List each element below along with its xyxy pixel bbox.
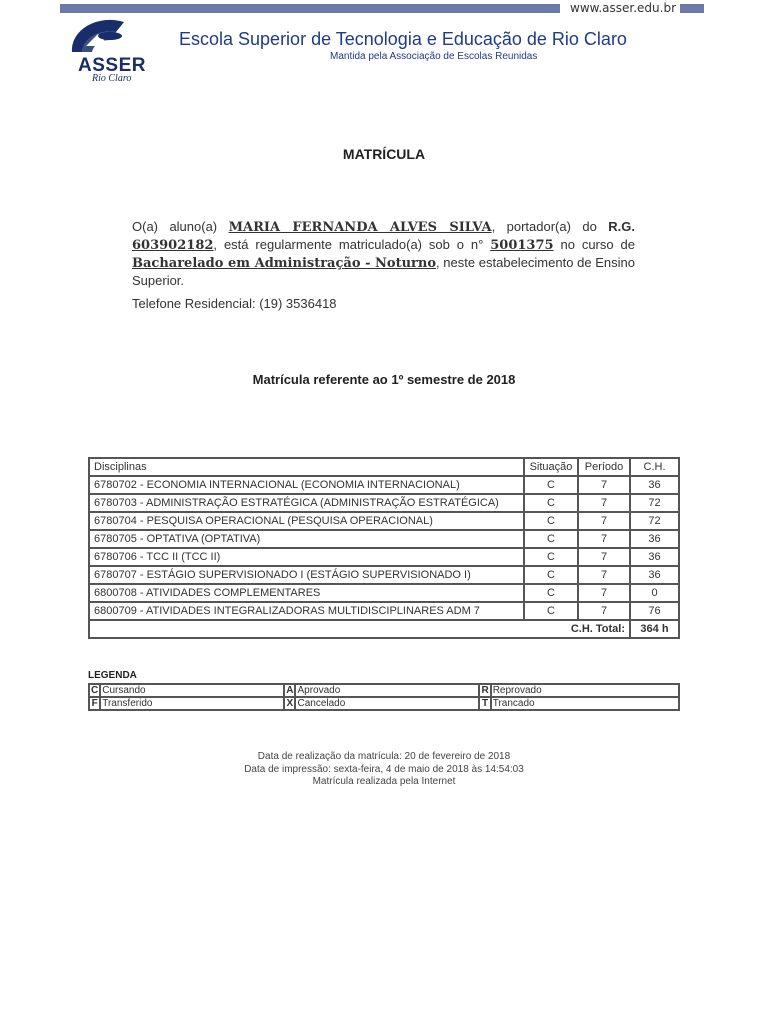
periodo-cell: 7 <box>578 476 630 494</box>
disciplines-table <box>88 457 680 639</box>
legend-table <box>88 683 680 711</box>
situacao-cell: C <box>524 494 578 512</box>
header-bar-end <box>680 4 704 13</box>
logo-subtitle: Rio Claro <box>92 73 132 84</box>
website-url[interactable]: www.asser.edu.br <box>570 1 677 15</box>
discipline-cell: 6800709 - ATIVIDADES INTEGRALIZADORAS MULTIDISCIPLINARES ADM 7 <box>89 602 524 620</box>
header-periodo: Período <box>578 458 630 476</box>
discipline-cell: 6800708 - ATIVIDADES COMPLEMENTARES <box>89 584 524 602</box>
periodo-cell: 7 <box>578 602 630 620</box>
enrollment-date: Data de realização da matrícula: 20 de fevereiro de 2018 <box>257 751 511 762</box>
print-date: Data de impressão: sexta-feira, 4 de maio de 2018 às 14:54:03 <box>244 763 524 775</box>
statement-text: O(a) aluno(a) <box>132 219 229 234</box>
total-row <box>89 620 679 638</box>
ch-cell: 36 <box>630 566 679 584</box>
school-subtitle: Mantida pela Associação de Escolas Reunidas <box>330 51 538 62</box>
header-bar <box>60 4 560 13</box>
situacao-cell: C <box>524 602 578 620</box>
statement-text: , está regularmente matriculado(a) sob o n° <box>213 237 491 252</box>
situacao-cell: C <box>524 584 578 602</box>
legend-label: Transferido <box>100 697 284 710</box>
periodo-cell: 7 <box>578 548 630 566</box>
table-row <box>89 530 679 548</box>
situacao-cell: C <box>524 566 578 584</box>
ch-cell: 76 <box>630 602 679 620</box>
ch-cell: 0 <box>630 584 679 602</box>
periodo-cell: 7 <box>578 494 630 512</box>
school-name: Escola Superior de Tecnologia e Educação de Rio Claro <box>179 29 627 49</box>
legend-code: A <box>286 685 294 696</box>
legend-code: R <box>481 685 489 696</box>
table-row <box>89 512 679 530</box>
rg-label: R.G. <box>608 219 636 234</box>
statement-text: , neste estabelecimento de Ensino Superior. <box>132 255 635 288</box>
periodo-cell: 7 <box>578 566 630 584</box>
header-disciplinas: Disciplinas <box>89 458 524 476</box>
table-row <box>89 476 679 494</box>
footer <box>0 751 768 789</box>
legend-row <box>89 684 679 697</box>
table-row <box>89 494 679 512</box>
discipline-cell: 6780705 - OPTATIVA (OPTATIVA) <box>89 530 524 548</box>
legend-label: Reprovado <box>491 684 679 697</box>
situacao-cell: C <box>524 476 578 494</box>
situacao-cell: C <box>524 548 578 566</box>
table-row <box>89 602 679 620</box>
enrollment-number: 5001375 <box>490 238 554 253</box>
discipline-cell: 6780704 - PESQUISA OPERACIONAL (PESQUISA OPERACIONAL) <box>89 512 524 530</box>
discipline-cell: 6780702 - ECONOMIA INTERNACIONAL (ECONOMIA INTERNACIONAL) <box>89 476 524 494</box>
legend-label: Cancelado <box>295 697 479 710</box>
legend-label: Trancado <box>491 697 679 710</box>
enrollment-statement <box>132 218 635 289</box>
total-label: C.H. Total: <box>89 620 630 638</box>
periodo-cell: 7 <box>578 584 630 602</box>
table-row <box>89 566 679 584</box>
ch-cell: 36 <box>630 548 679 566</box>
discipline-cell: 6780706 - TCC II (TCC II) <box>89 548 524 566</box>
discipline-cell: 6780703 - ADMINISTRAÇÃO ESTRATÉGICA (ADMINISTRAÇÃO ESTRATÉGICA) <box>89 494 524 512</box>
table-row <box>89 548 679 566</box>
situacao-cell: C <box>524 512 578 530</box>
course-name: Bacharelado em Administração - Noturno <box>132 256 437 271</box>
legend-code: X <box>284 697 295 710</box>
enrollment-channel: Matrícula realizada pela Internet <box>312 776 456 787</box>
semester-heading: Matrícula referente ao 1º semestre de 2018 <box>252 372 516 387</box>
student-name: MARIA FERNANDA ALVES SILVA <box>228 220 492 235</box>
discipline-cell: 6780707 - ESTÁGIO SUPERVISIONADO I (ESTÁGIO SUPERVISIONADO I) <box>89 566 524 584</box>
ch-cell: 36 <box>630 476 679 494</box>
header-situacao: Situação <box>524 458 578 476</box>
legend-code: C <box>91 685 99 696</box>
total-value: 364 h <box>630 620 679 638</box>
table-header-row <box>89 458 679 476</box>
legend-row <box>89 697 679 710</box>
document-title: MATRÍCULA <box>342 146 426 162</box>
legend-code: T <box>479 697 490 710</box>
periodo-cell: 7 <box>578 530 630 548</box>
ch-cell: 72 <box>630 512 679 530</box>
statement-text: no curso de <box>553 237 635 252</box>
rg-number: 603902182 <box>132 238 214 253</box>
legend-label: Cursando <box>100 684 284 697</box>
legend-label: Aprovado <box>295 684 479 697</box>
ch-cell: 36 <box>630 530 679 548</box>
logo-word: ASSER <box>78 55 146 76</box>
legend-code: F <box>89 697 100 710</box>
periodo-cell: 7 <box>578 512 630 530</box>
legend-title: LEGENDA <box>88 670 137 681</box>
statement-text: , portador(a) do <box>491 219 609 234</box>
table-row <box>89 584 679 602</box>
header-ch: C.H. <box>630 458 679 476</box>
residential-phone: Telefone Residencial: (19) 3536418 <box>132 296 337 311</box>
ch-cell: 72 <box>630 494 679 512</box>
situacao-cell: C <box>524 530 578 548</box>
